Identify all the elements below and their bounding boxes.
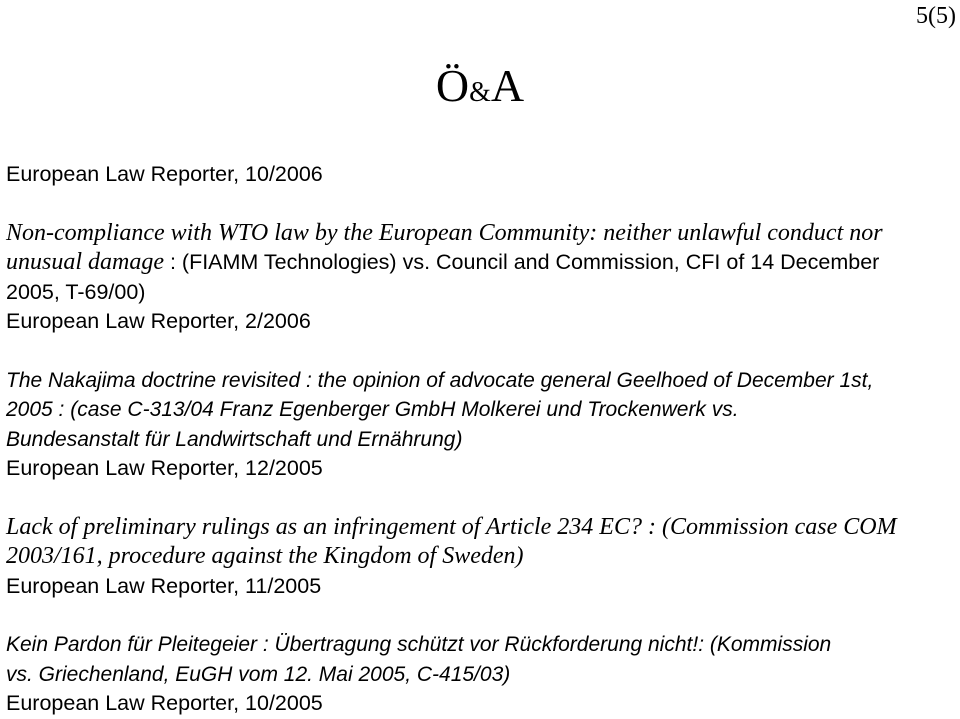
entry-title-line: 2003/161, procedure against the Kingdom of Sweden) bbox=[6, 543, 524, 569]
entry-source: European Law Reporter, 10/2005 bbox=[6, 691, 323, 715]
page-number: 5(5) bbox=[916, 3, 956, 29]
entry-title-line: Bundesanstalt für Landwirtschaft und Ernährung) bbox=[6, 427, 463, 451]
reference-list bbox=[6, 160, 956, 719]
page-title bbox=[0, 58, 960, 121]
entry-title-line: The Nakajima doctrine revisited : the opinion of advocate general Geelhoed of December 1st, bbox=[6, 368, 874, 392]
entry-title-line: Non-compliance with WTO law by the European Community: neither unlawful conduct nor bbox=[6, 219, 883, 246]
title-letter-o: Ö bbox=[435, 60, 470, 111]
entry-source: European Law Reporter, 11/2005 bbox=[6, 573, 322, 598]
entry-source: European Law Reporter, 12/2005 bbox=[6, 456, 323, 480]
title-ampersand: & bbox=[469, 77, 491, 108]
entry-title-line: 2005 : (case C-313/04 Franz Egenberger GmbH Molkerei und Trockenwerk vs. bbox=[6, 398, 739, 421]
entry-source: European Law Reporter, 2/2006 bbox=[6, 309, 311, 333]
reference-entry bbox=[6, 160, 956, 190]
entry-title-line: Lack of preliminary rulings as an infringement of Article 234 EC? : (Commission case COM bbox=[6, 513, 897, 540]
title-letter-a: A bbox=[490, 60, 525, 111]
entry-title-line: 2005, T-69/00) bbox=[6, 279, 146, 304]
reference-entry bbox=[6, 219, 956, 337]
entry-title-roman-part: : (FIAMM Technologies) vs. Council and Commission, CFI of 14 December bbox=[164, 250, 880, 274]
entry-title-line: Kein Pardon für Pleitegeier : Übertragung schützt vor Rückforderung nicht!: (Kommission bbox=[6, 633, 832, 656]
reference-entry bbox=[6, 513, 956, 602]
entry-title-line: vs. Griechenland, EuGH vom 12. Mai 2005, C-415/03) bbox=[6, 662, 511, 686]
reference-entry bbox=[6, 366, 956, 484]
entry-title-line bbox=[6, 248, 956, 278]
entry-source: European Law Reporter, 10/2006 bbox=[6, 162, 323, 186]
entry-title-italic-part: unusual damage bbox=[6, 249, 164, 275]
reference-entry bbox=[6, 630, 956, 719]
